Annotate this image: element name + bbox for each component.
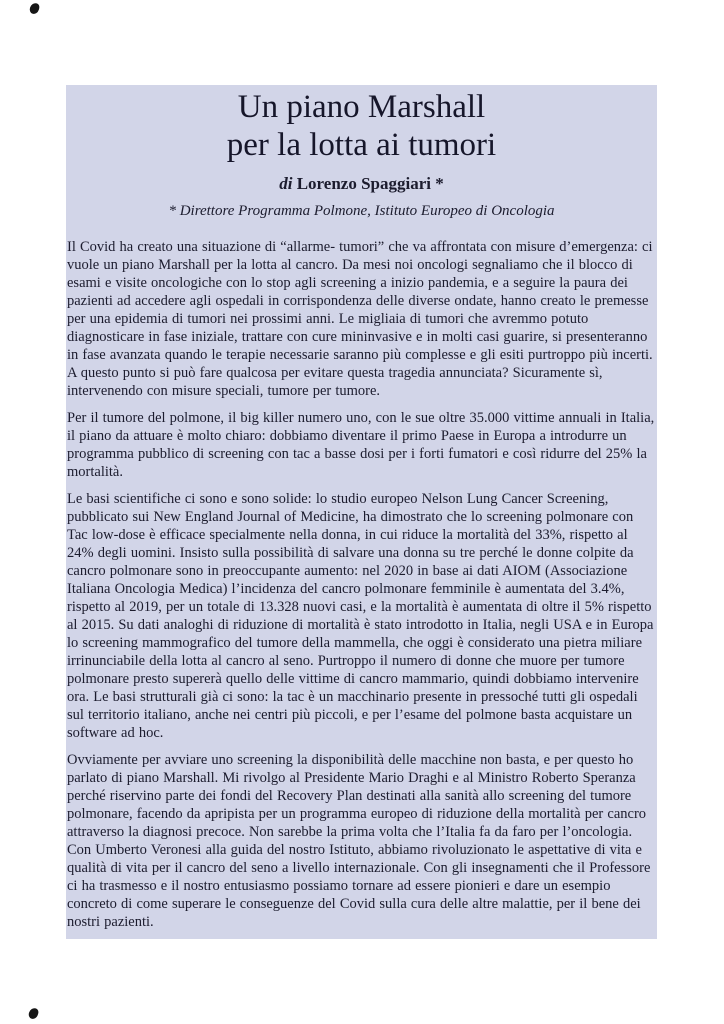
byline: [67, 174, 656, 194]
author-affiliation: * Direttore Programma Polmone, Istituto Europeo di Oncologia: [168, 203, 555, 219]
paragraph-3: Le basi scientifiche ci sono e sono solide: lo studio europeo Nelson Lung Cancer Screening, pubblicato sui New England Journal of Medicine, ha dimostrato che lo screening polmonare con Tac low-dose è efficace specialmente nella donna, in cui riduce la mortalità del 33%, rispetto al 24% degli uomini. Insisto sulla possibilità di salvare una donna su tre perché le donne colpite da cancro polmonare sono in preoccupante aumento: nel 2020 in base ai dati AIOM (Associazione Italiana Oncologia Medica) l’incidenza del cancro polmonare femminile è aumentata del 3.4%, rispetto al 2019, per un totale di 13.328 nuovi casi, e la mortalità è aumentata di oltre il 5% rispetto al 2015. Su dati analoghi di riduzione di mortalità è stato introdotto in Italia, negli USA e in Europa lo screening mammografico del tumore della mammella, che oggi è considerato una pietra miliare irrinunciabile della lotta al cancro al seno. Purtroppo il numero di donne che muore per tumore polmonare presto supererà quello delle vittime di cancro mammario, quindi dobbiamo intervenire ora. Le basi strutturali già ci sono: la tac è un macchinario presente in pressoché tutti gli ospedali sul territorio italiano, anche nei centri più piccoli, e per l’esame del polmone basta acquistare un software ad hoc.: [67, 491, 654, 741]
byline-author: Lorenzo Spaggiari *: [296, 174, 444, 193]
scan-speck-bottom-left-icon: [28, 1007, 40, 1020]
paragraph-2: Per il tumore del polmone, il big killer numero uno, con le sue oltre 35.000 vittime annuali in Italia, il piano da attuare è molto chiaro: dobbiamo diventare il primo Paese in Europa a introdurre un programma pubblico di screening con tac a basse dosi per i forti fumatori e così ridurre del 25% la mortalità.: [67, 410, 655, 480]
article-title-line2: per la lotta ai tumori: [226, 127, 497, 163]
paragraph-4: Ovviamente per avviare uno screening la disponibilità delle macchine non basta, e per questo ho parlato di piano Marshall. Mi rivolgo al Presidente Mario Draghi e al Ministro Roberto Speranza perché riservino parte dei fondi del Recovery Plan destinati alla sanità allo screening del tumore polmonare, facendo da apripista per un programma europeo di riduzione della mortalità per cancro attraverso la diagnosi precoce. Non sarebbe la prima volta che l’Italia fa da faro per l’oncologia. Con Umberto Veronesi alla guida del nostro Istituto, abbiamo rivoluzionato le aspettative di vita e qualità di vita per il cancro del seno a livello internazionale. Con gli insegnamenti che il Professore ci ha trasmesso e il nostro entusiasmo possiamo tornare ad essere pionieri e dare un esempio concreto di come superare le conseguenze del Covid sulla cura delle altre malattie, per il bene dei nostri pazienti.: [67, 752, 651, 930]
scan-speck-top-left-icon: [29, 2, 41, 15]
byline-prefix: di: [279, 174, 293, 193]
paragraph-1: Il Covid ha creato una situazione di “allarme- tumori” che va affrontata con misure d’emergenza: ci vuole un piano Marshall per la lotta al cancro. Da mesi noi oncologi segnaliamo che il blocco di esami e visite oncologiche con lo stop agli screening a inizio pandemia, e a seguire la paura dei pazienti ad accedere agli ospedali in corrispondenza delle diverse ondate, hanno creato le premesse per una epidemia di tumori nei prossimi anni. Le migliaia di tumori che avremmo potuto diagnosticare in fase iniziale, trattare con cure mininvasive e in molti casi guarire, si presenteranno in fase avanzata quando le terapie necessarie saranno più complesse e gli esiti purtroppo più incerti. A questo punto si può fare qualcosa per evitare questa tragedia annunciata? Sicuramente sì, intervenendo con misure speciali, tumore per tumore.: [67, 239, 653, 399]
article-title: [67, 88, 656, 164]
article-body: [67, 238, 656, 931]
article-text-block: [66, 85, 657, 939]
article-title-line1: Un piano Marshall: [237, 89, 486, 125]
